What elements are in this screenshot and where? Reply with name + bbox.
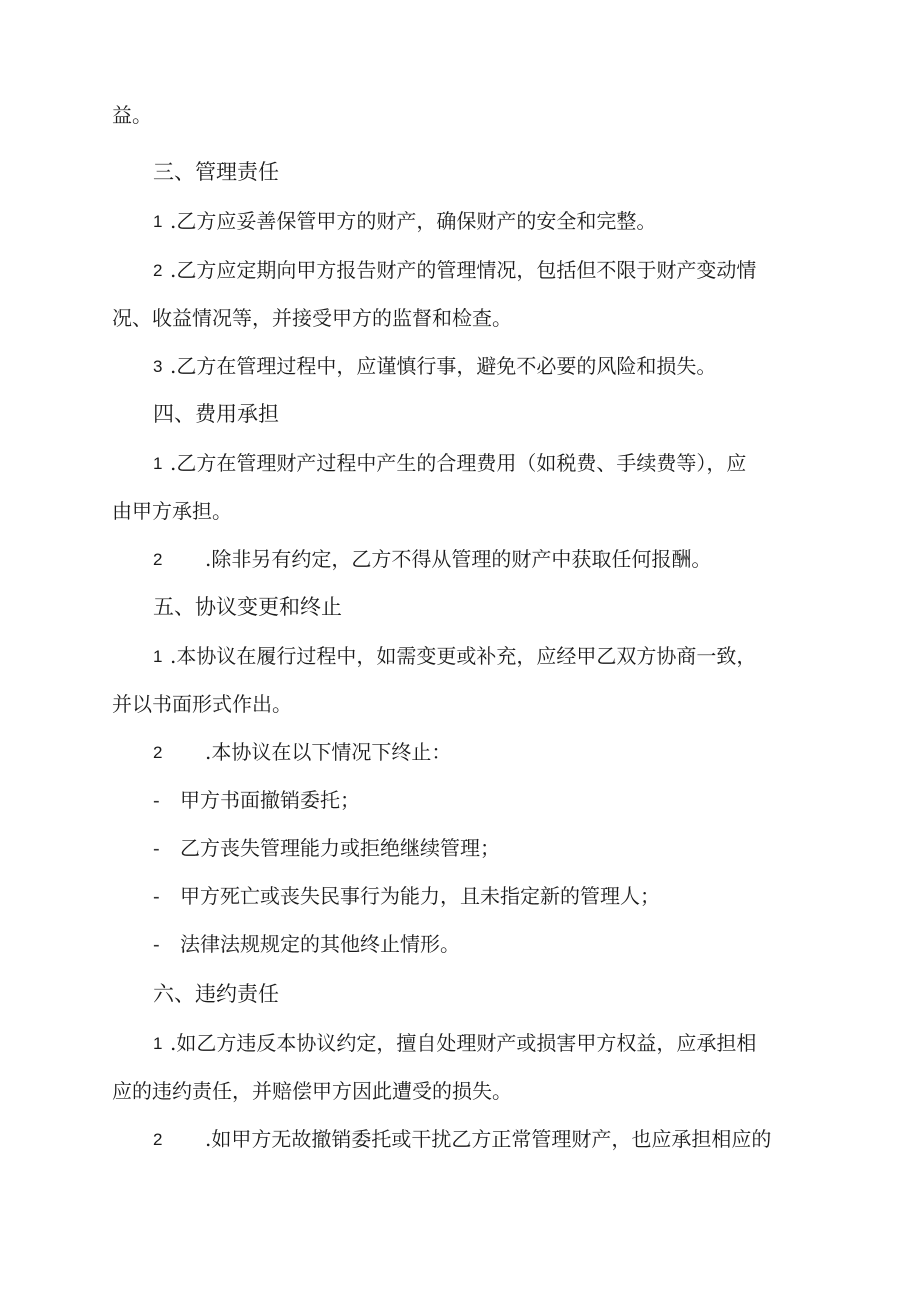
item-number: 2 [153, 261, 163, 280]
item-number: 1 [153, 212, 163, 231]
item-number: 1 [153, 647, 163, 666]
item-text-continuation: 由甲方承担。 [112, 499, 232, 523]
section-heading-6: 六、违约责任 [153, 982, 279, 1006]
item-text-continuation: 况、收益情况等，并接受甲方的监督和检查。 [112, 306, 512, 330]
item-text: .如甲方无故撤销委托或干扰乙方正常管理财产，也应承担相应的 [205, 1127, 772, 1151]
item-text-continuation: 应的违约责任，并赔偿甲方因此遭受的损失。 [112, 1079, 512, 1103]
item-text: .如乙方违反本协议约定，擅自处理财产或损害甲方权益，应承担相 [170, 1031, 757, 1055]
item-text: .乙方应妥善保管甲方的财产，确保财产的安全和完整。 [170, 209, 657, 233]
bullet-text: 甲方死亡或丧失民事行为能力，且未指定新的管理人； [180, 884, 660, 908]
section-heading-5: 五、协议变更和终止 [153, 595, 342, 619]
item-text: .本协议在履行过程中，如需变更或补充，应经甲乙双方协商一致， [170, 644, 757, 668]
item-text: .本协议在以下情况下终止： [205, 740, 452, 764]
item-text: .除非另有约定，乙方不得从管理的财产中获取任何报酬。 [205, 547, 712, 571]
item-text: .乙方在管理过程中，应谨慎行事，避免不必要的风险和损失。 [170, 354, 717, 378]
item-number: 2 [153, 1130, 163, 1149]
bullet-dash: - [153, 790, 160, 812]
item-number: 1 [153, 454, 163, 473]
item-number: 2 [153, 743, 163, 762]
continuation-text: 益。 [112, 103, 152, 127]
bullet-dash: - [153, 934, 160, 956]
bullet-dash: - [153, 886, 160, 908]
bullet-text: 法律法规规定的其他终止情形。 [180, 932, 460, 956]
item-text-continuation: 并以书面形式作出。 [112, 692, 292, 716]
item-number: 3 [153, 357, 163, 376]
item-number: 1 [153, 1034, 163, 1053]
section-heading-3: 三、管理责任 [153, 160, 279, 184]
bullet-dash: - [153, 838, 160, 860]
bullet-text: 乙方丧失管理能力或拒绝继续管理； [180, 836, 500, 860]
item-text: .乙方在管理财产过程中产生的合理费用（如税费、手续费等），应 [170, 451, 747, 475]
section-heading-4: 四、费用承担 [153, 402, 279, 426]
bullet-text: 甲方书面撤销委托； [180, 788, 360, 812]
item-text: .乙方应定期向甲方报告财产的管理情况，包括但不限于财产变动情 [170, 258, 757, 282]
item-number: 2 [153, 550, 163, 569]
